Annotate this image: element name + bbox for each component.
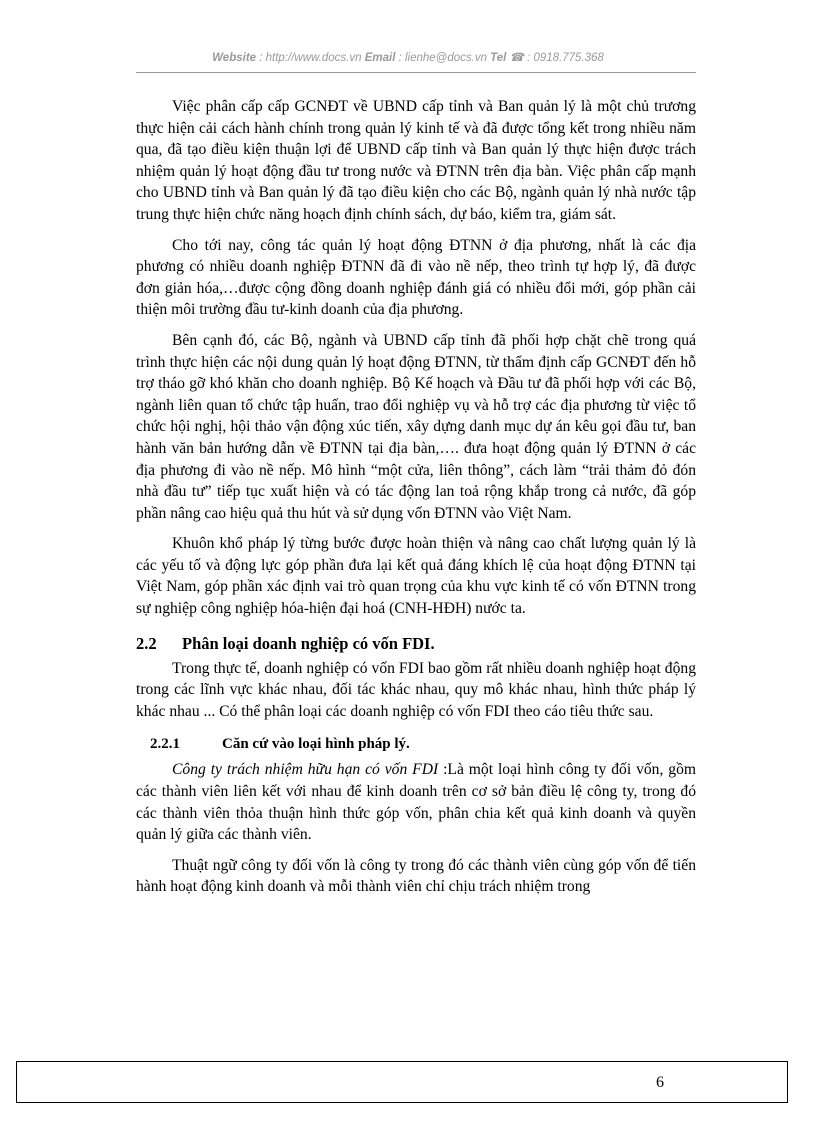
paragraph: Việc phân cấp cấp GCNĐT về UBND cấp tỉnh và Ban quản lý là một chủ trương thực hiện cải cách hành chính trong quản lý kinh tế và đã được tổng kết trong nhiều năm qua, đã tạo điều kiện thuận lợi để UBND cấp tỉnh và Ban quản lý thực hiện được trách nhiệm quản lý hoạt động đầu tư trong nước và ĐTNN trên địa bàn. Việc phân cấp mạnh cho UBND tỉnh và Ban quản lý đã tạo điều kiện cho các Bộ, ngành quản lý nhà nước tập trung thực hiện chức năng hoạch định chính sách, dự báo, kiểm tra, giám sát. [136, 98, 696, 223]
website-label: Website [212, 52, 257, 64]
page-header [0, 50, 816, 64]
subsection-heading [150, 736, 696, 753]
term-definition: :Là một loại hình công ty đối vốn, gồm các thành viên liên kết với nhau để kinh doanh trên cơ sở bản điều lệ công ty, trong đó các thành viên thỏa thuận hình thức góp vốn, phân chia kết quả kinh doanh và quyền quản lý giữa các thành viên. [136, 761, 697, 844]
section-number: 2.2 [136, 633, 157, 653]
section-title: Phân loại doanh nghiệp có vốn FDI. [182, 633, 435, 653]
paragraph: Trong thực tế, doanh nghiệp có vốn FDI bao gồm rất nhiều doanh nghiệp hoạt động trong các lĩnh vực khác nhau, đối tác khác nhau, quy mô khác nhau, hình thức pháp lý khác nhau ... Có thể phân loại các doanh nghiệp có vốn FDI theo cáo tiêu thức sau. [136, 659, 696, 720]
paragraph: Thuật ngữ công ty đối vốn là công ty trong đó các thành viên cùng góp vốn để tiến hành hoạt động kinh doanh và mỗi thành viên chỉ chịu trách nhiệm trong [136, 856, 696, 896]
paragraph: Khuôn khổ pháp lý từng bước được hoàn thiện và nâng cao chất lượng quản lý là các yếu tố và động lực góp phần đưa lại kết quả đáng khích lệ của hoạt động ĐTNN tại Việt Nam, góp phần xác định vai trò quan trọng của khu vực kinh tế có vốn ĐTNN trong sự nghiệp công nghiệp hóa-hiện đại hoá (CNH-HĐH) nước ta. [136, 535, 696, 618]
tel-label: Tel [490, 52, 507, 64]
subsection-number: 2.2.1 [150, 736, 180, 753]
footer-box [16, 1061, 788, 1103]
header-divider [136, 72, 696, 73]
tel-value: ☎ : 0918.775.368 [506, 52, 604, 64]
paragraph [136, 759, 696, 845]
paragraph: Cho tới nay, công tác quản lý hoạt động ĐTNN ở địa phương, nhất là các địa phương có nhiều doanh nghiệp ĐTNN đã đi vào nề nếp, theo trình tự hợp lý, đã được đơn giản hóa,…được cộng đồng doanh nghiệp đánh giá có nhiều đổi mới, góp phần cải thiện môi trường đầu tư-kinh doanh của địa phương. [136, 236, 696, 319]
section-heading [136, 634, 696, 654]
email-value: : lienhe@docs.vn [395, 52, 491, 64]
website-value: : http://www.docs.vn [256, 52, 365, 64]
subsection-title: Căn cứ vào loại hình pháp lý. [222, 736, 410, 753]
term-italic: Công ty trách nhiệm hữu hạn có vốn FDI [172, 761, 439, 779]
email-label: Email [364, 52, 396, 64]
document-body [136, 96, 696, 907]
page-number: 6 [656, 1074, 664, 1091]
paragraph: Bên cạnh đó, các Bộ, ngành và UBND cấp tỉnh đã phối hợp chặt chẽ trong quá trình thực hiện các nội dung quản lý hoạt động ĐTNN, từ thẩm định cấp GCNĐT đến hỗ trợ tháo gỡ khó khăn cho doanh nghiệp. Bộ Kế hoạch và Đầu tư đã phối hợp với các Bộ, ngành liên quan tổ chức tập huấn, trao đổi nghiệp vụ và hỗ trợ các địa phương từ việc tổ chức hội nghị, hội thảo vận động xúc tiến, xây dựng danh mục dự án kêu gọi đầu tư, ban hành văn bản hướng dẫn về ĐTNN tại địa bàn,…. đưa hoạt động quản lý ĐTNN ở các địa phương đi vào nề nếp. Mô hình “một cửa, liên thông”, cách làm “trải thảm đỏ đón nhà đầu tư” tiếp tục xuất hiện và có tác động lan toả rộng khắp trong cả nước, đã góp phần nâng cao hiệu quả thu hút và sử dụng vốn ĐTNN vào Việt Nam. [136, 331, 696, 522]
